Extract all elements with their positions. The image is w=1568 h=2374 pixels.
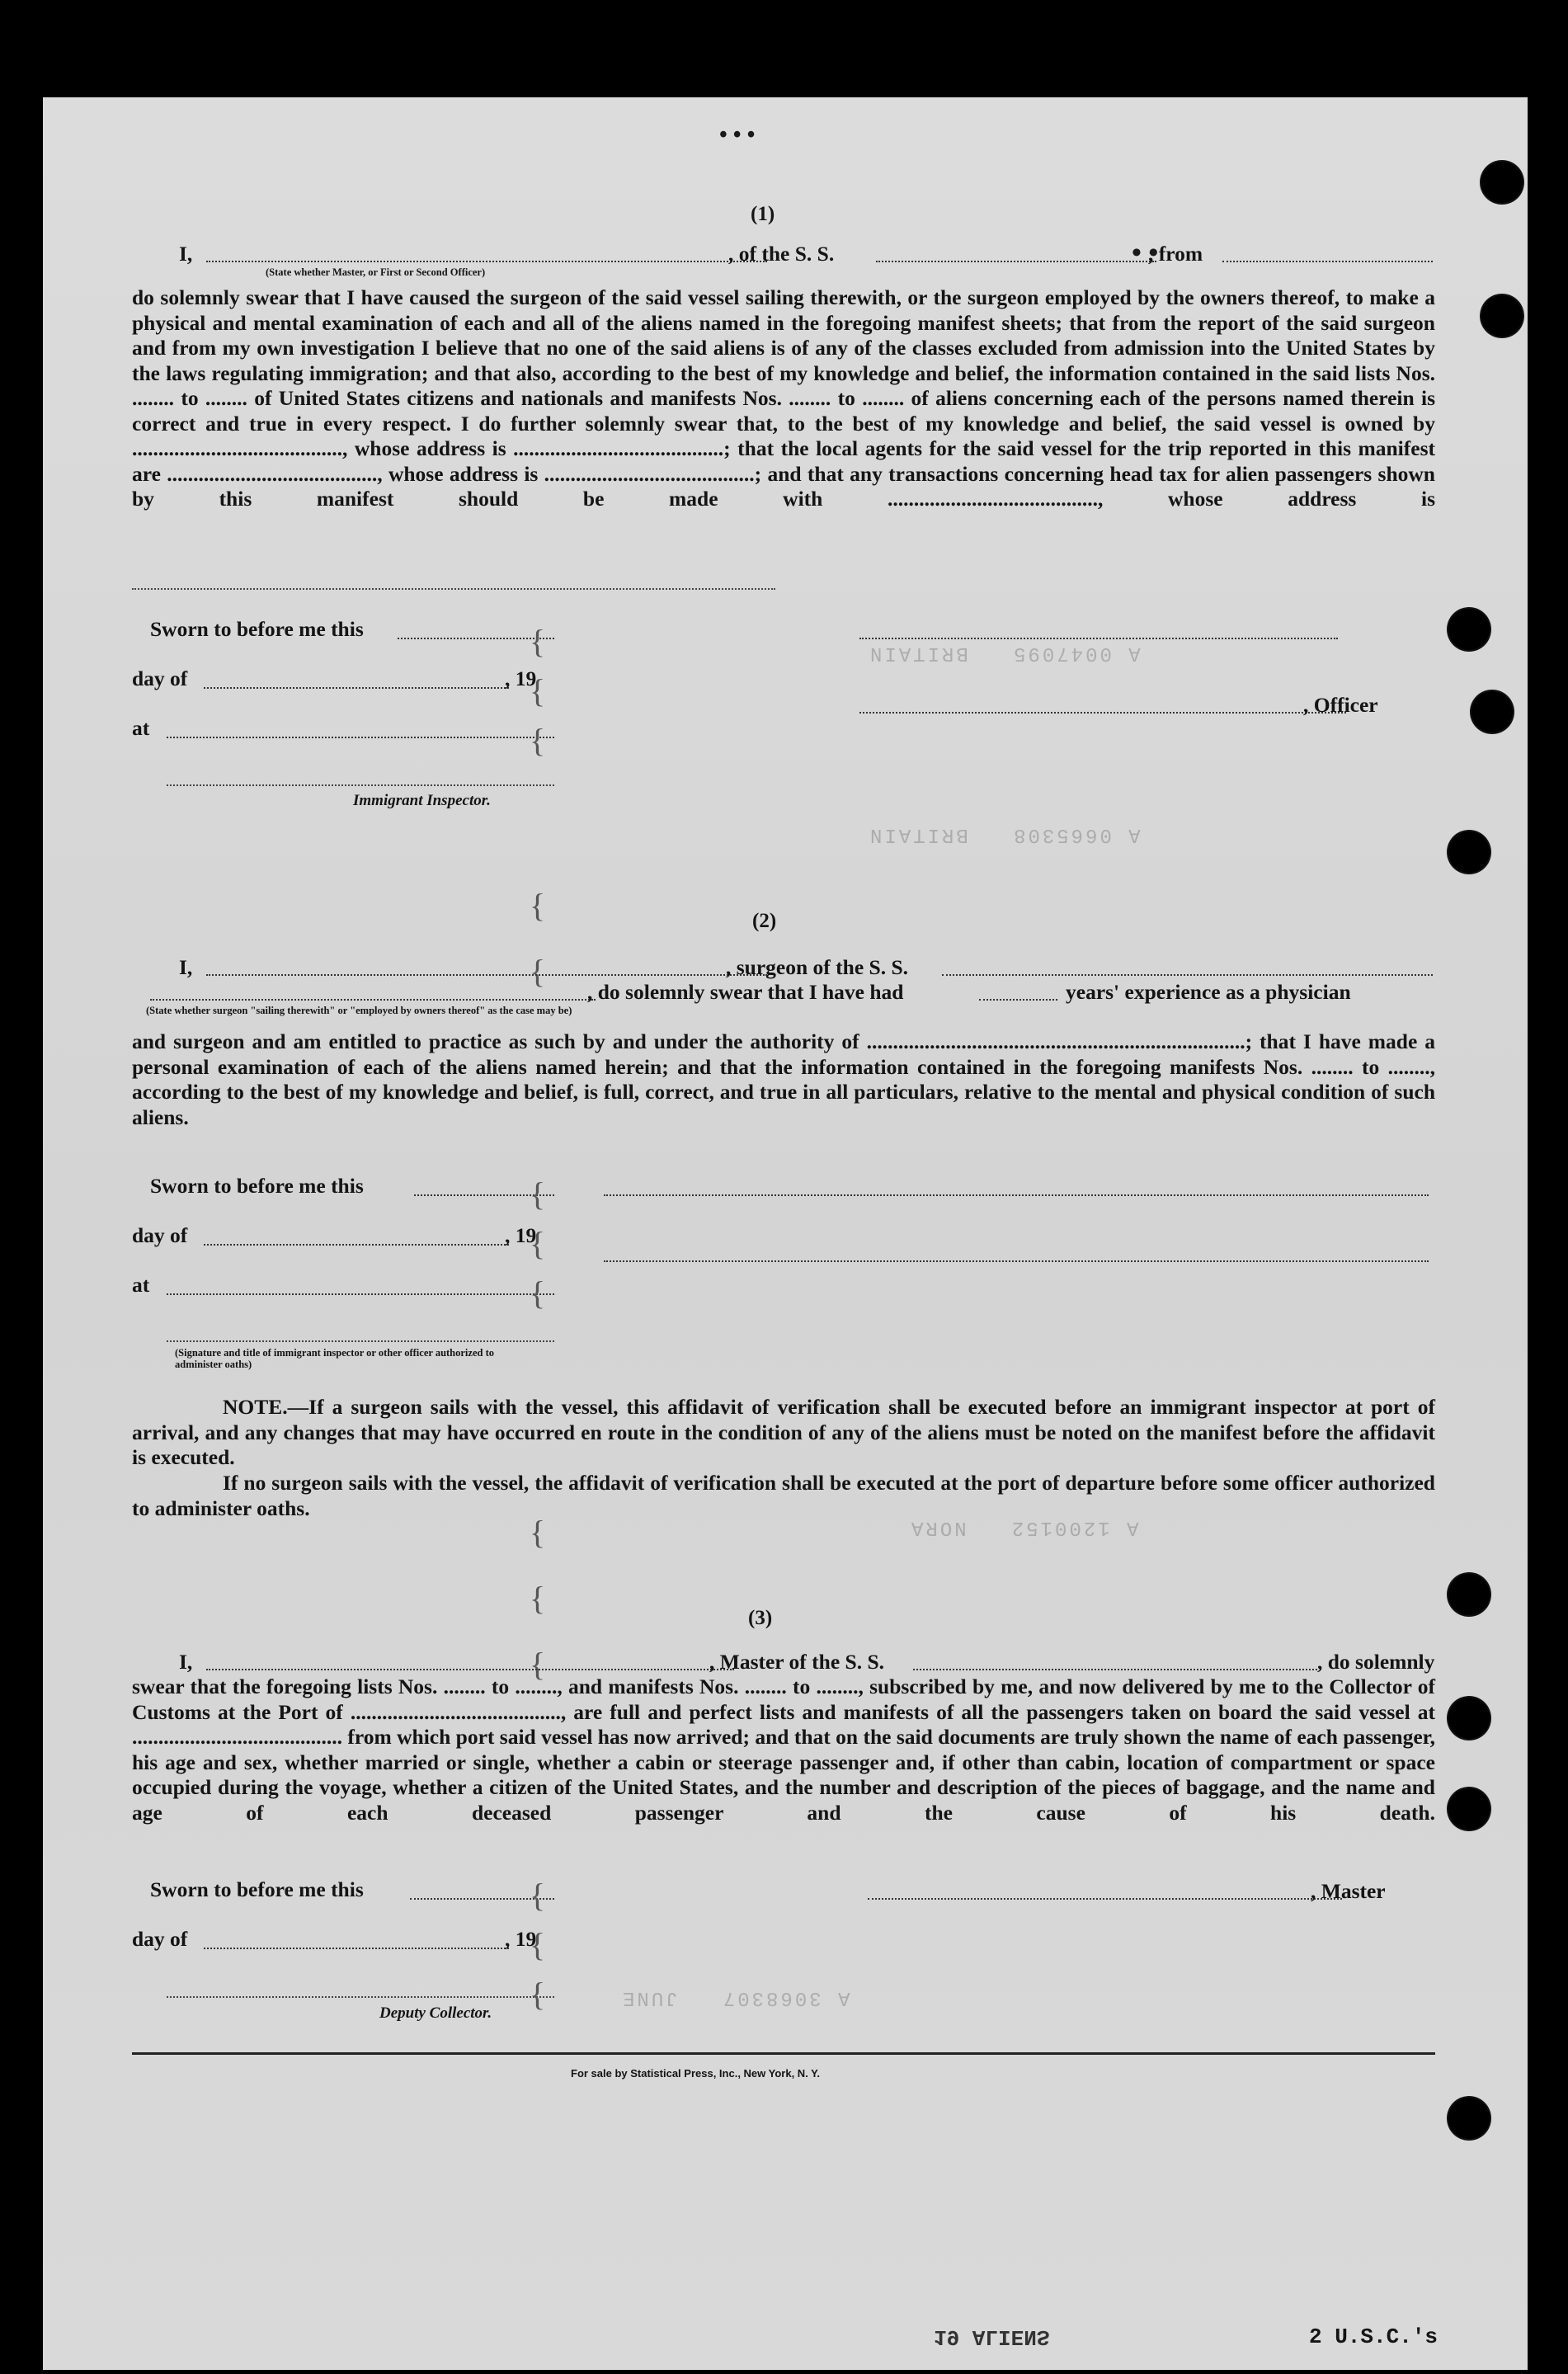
brace: { [530,953,546,990]
from-port-field[interactable] [1222,261,1433,262]
brace: { [530,1514,546,1551]
brace: { [530,887,546,924]
section-3-i: I, [179,1650,193,1674]
at-label-1: at [132,716,150,740]
ink-dots: • • [1132,238,1159,268]
at-field-2[interactable] [167,1293,554,1295]
brace: { [530,1225,546,1262]
binder-hole [1471,691,1513,732]
section-2-number: (2) [752,910,777,932]
surgeon-ship-field[interactable] [942,974,1433,976]
year-label-1: , 19 [505,667,537,690]
head-tax-address-field[interactable] [132,588,775,590]
brace: { [530,1926,546,1963]
brace: { [530,1175,546,1213]
section-1-number: (1) [751,203,775,225]
binder-hole [1481,162,1523,203]
officer-name-field[interactable] [206,261,767,262]
binder-hole [1448,1698,1490,1739]
binder-hole [1448,1788,1490,1830]
swear-label: , do solemnly swear that I have had [587,980,904,1004]
collector-signature-line[interactable] [167,1996,554,1998]
surgeon-name-field[interactable] [206,974,767,976]
officer-caption: (State whether Master, or First or Second Officer) [266,266,486,278]
bleed-through-text: A 1200152 NORA [909,1516,1139,1538]
manifest-back-page [43,97,1528,2370]
surgeon-caption: (State whether surgeon "sailing therewith" or "employed by owners thereof" as the case may be) [146,1005,572,1016]
sworn-label-1: Sworn to before me this [150,617,364,641]
day-field-3[interactable] [204,1948,509,1949]
master-signature-line[interactable] [868,1898,1342,1900]
ink-dots: • • • [719,122,756,148]
surgeon-status-field[interactable] [150,999,596,1001]
sworn-label-2: Sworn to before me this [150,1174,364,1198]
day-label-1: day of [132,667,188,690]
bleed-through-text: A 0665308 BRITAIN [868,823,1141,846]
year-label-3: , 19 [505,1927,537,1951]
section-1-oath: do solemnly swear that I have caused the surgeon of the said vessel sailing therewith, or the surgeon employed by the owners thereof, to make a physical and mental examination of each and all of the aliens named in the foregoing manifest sheets; that from the report of the said surgeon and from my own investigation I believe that no one of the said aliens is of any of the classes excluded from admission into the United States by the laws regulating immigration; and that also, according to the best of my knowledge and belief, the information contained in the said lists Nos. ........ to ........ of United States citizens and nationals and manifests Nos. ........ to ........ of aliens concerning each of the persons named therein is correct and true in every respect. I do further solemnly swear that, to the best of my knowledge and belief, the said vessel is owned by ........................................, whose address is ........................................; that the local agents for the said vessel for the trip reported in this manifest are ........................................, whose address is ........................................; and that any transactions concerning head tax for alien passengers shown by this manifest should be made with ........................................, whose address is [132,285,1435,511]
footer-rule [132,2052,1435,2055]
from-label: , from [1148,242,1203,266]
note-2: If no surgeon sails with the vessel, the affidavit of verification shall be executed at the port of departure before some officer authorized to administer oaths. [132,1471,1435,1520]
at-field-1[interactable] [167,737,554,738]
officer-signature-line-2[interactable] [859,712,1346,714]
brace: { [530,1877,546,1914]
footer-code: 2 U.S.C.'s [1309,2325,1439,2349]
brace: { [530,1976,546,2013]
sworn-label-3: Sworn to before me this [150,1877,364,1901]
footer-aliens: 19 ALIENS [934,2325,1050,2349]
at-label-2: at [132,1273,150,1297]
binder-hole [1448,831,1490,873]
brace: { [530,1646,546,1683]
binder-hole [1481,295,1523,337]
printer-imprint: For sale by Statistical Press, Inc., New York, N. Y. [571,2067,821,2080]
inspector-signature-line[interactable] [167,784,554,786]
do-solemnly-label: , do solemnly [1317,1650,1435,1674]
brace: { [530,1580,546,1617]
signature-caption: (Signature and title of immigrant inspector or other officer authorized to administer oaths) [175,1347,494,1370]
surgeon-of-ss-label: , surgeon of the S. S. [726,955,909,979]
signature-line-a[interactable] [604,1194,1429,1196]
inspector-signature-line-2[interactable] [167,1340,554,1342]
brace: { [530,1274,546,1312]
deputy-collector-label: Deputy Collector. [379,2004,492,2022]
binder-hole [1448,609,1490,650]
master-name-field[interactable] [206,1669,734,1670]
officer-label: , Officer [1303,693,1378,717]
bleed-through-text: A 0047095 BRITAIN [868,642,1141,664]
section-2-oath: and surgeon and am entitled to practice as such by and under the authority of ........................................................................; that I have made a personal examination of each of the aliens named herein; and that the information contained in the foregoing manifests Nos. ........ to ........, according to the best of my knowledge and belief, is full, correct, and true in all particulars, relative to the mental and physical condition of such aliens. [132,1029,1435,1129]
day-field-2[interactable] [204,1244,509,1246]
brace: { [530,672,546,709]
years-label: years' experience as a physician [1066,980,1351,1004]
section-3-number: (3) [748,1607,773,1629]
master-of-ss-label: , Master of the S. S. [709,1650,885,1674]
day-label-3: day of [132,1927,188,1951]
note-1: NOTE.—If a surgeon sails with the vessel, this affidavit of verification shall be executed before an immigrant inspector at port of arrival, and any changes that may have occurred en route in the condition of any of the aliens must be noted on the manifest before the affidavit is executed. [132,1395,1435,1469]
signature-line-b[interactable] [604,1260,1429,1262]
years-experience-field[interactable] [979,999,1057,1001]
day-field-1[interactable] [204,687,509,689]
section-3-oath: swear that the foregoing lists Nos. ........ to ........, and manifests Nos. ........ to ........, subscribed by me, and now delivered by me to the Collector of Customs at the Port of ........................................, are full and perfect lists and manifests of all the passengers taken on board the said vessel at ........................................ from which port said vessel has now arrived; and that on the said documents are truly shown the name of each passenger, his age and sex, whether married or single, whether a cabin or steerage passenger and, if other than cabin, location of compartment or space occupied during the voyage, whether a citizen of the United States, and the number and description of the pieces of baggage, and the name and age of each deceased passenger and the cause of his death. [132,1675,1435,1825]
immigrant-inspector-label: Immigrant Inspector. [353,792,491,809]
brace: { [530,623,546,660]
master-label: , Master [1311,1879,1386,1903]
brace: { [530,722,546,759]
year-label-2: , 19 [505,1223,537,1247]
section-1-i: I, [179,242,193,266]
binder-hole [1448,2098,1490,2139]
day-label-2: day of [132,1223,188,1247]
section-2-i: I, [179,955,193,979]
binder-hole [1448,1574,1490,1615]
officer-signature-line-1[interactable] [859,638,1338,639]
master-ship-field[interactable] [913,1669,1317,1670]
of-the-ss-label: , of the S. S. [728,242,835,266]
ship-name-field[interactable] [876,261,1156,262]
bleed-through-text: A 3068307 JUNE [620,1986,850,2009]
